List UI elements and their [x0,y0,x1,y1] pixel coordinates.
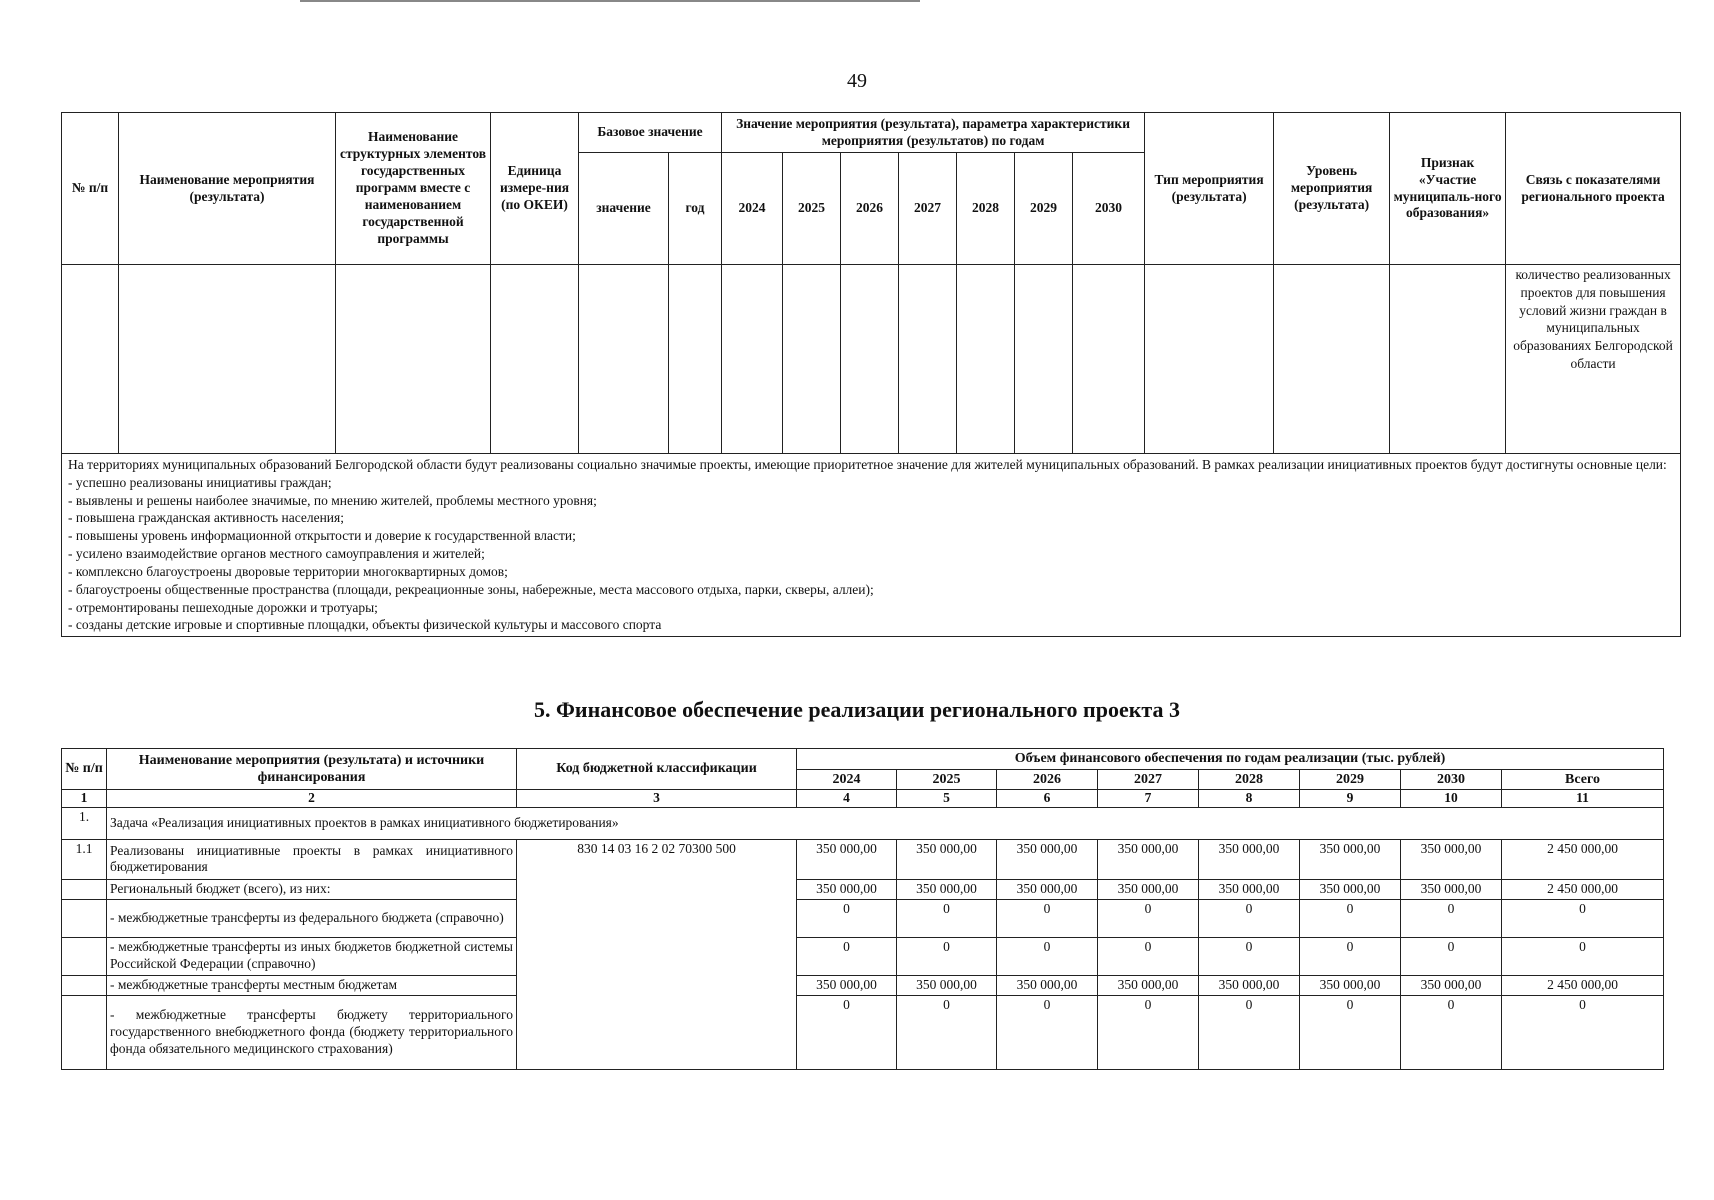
table-row [62,839,1664,879]
row-num [62,937,107,975]
index-cell: 8 [1199,790,1300,808]
index-cell: 7 [1098,790,1199,808]
task-text: Задача «Реализация инициативных проектов в рамках инициативного бюджетирования» [107,807,1664,839]
value-cell: 0 [997,899,1098,937]
task-num: 1. [62,807,107,839]
top-border-line [300,0,920,2]
description-intro: На территориях муниципальных образований Белгородской области будут реализованы социально значимые проекты, имеющие приоритетное значение для жителей муниципальных образований. В рамках реализации инициативных проектов будут достигнуты основные цели: [68,457,1667,472]
header-sign: Признак «Участие муниципаль-ного образования» [1390,113,1506,265]
header-base-value: значение [579,153,669,265]
list-item: - комплексно благоустроены дворовые территории многоквартирных домов; [68,563,508,579]
budget-code: 830 14 03 16 2 02 70300 500 [517,839,797,1069]
value-cell: 350 000,00 [897,975,997,995]
index-cell: 10 [1401,790,1502,808]
value-cell: 0 [897,937,997,975]
row-num [62,879,107,899]
header-year: 2026 [841,153,899,265]
header-volume: Объем финансового обеспечения по годам реализации (тыс. рублей) [797,749,1664,770]
header-values-by-year: Значение мероприятия (результата), параметра характеристики мероприятия (результатов) по годам [722,113,1145,153]
value-cell: 350 000,00 [1300,879,1401,899]
results-table [61,112,1681,637]
header-year: 2030 [1401,769,1502,790]
value-cell: 350 000,00 [1199,839,1300,879]
table-row [62,995,1664,1069]
value-cell: 0 [1199,899,1300,937]
value-cell: 350 000,00 [1199,879,1300,899]
total-cell: 2 450 000,00 [1502,839,1664,879]
index-cell: 11 [1502,790,1664,808]
header-year: 2030 [1073,153,1145,265]
row-name: - межбюджетные трансферты бюджету территориального государственного внебюджетного фонда (бюджету территориального фонда обязательного медицинского страхования) [107,995,517,1069]
value-cell: 0 [1098,995,1199,1069]
list-item: - усилено взаимодействие органов местного самоуправления и жителей; [68,546,485,562]
table-row [62,879,1664,899]
value-cell: 350 000,00 [797,879,897,899]
row-name: Региональный бюджет (всего), из них: [107,879,517,899]
value-cell: 350 000,00 [1300,839,1401,879]
table-row [62,975,1664,995]
list-item: - выявлены и решены наиболее значимые, по мнению жителей, проблемы местного уровня; [68,492,597,508]
index-row [62,790,1664,808]
index-cell: 6 [997,790,1098,808]
header-year: 2029 [1300,769,1401,790]
value-cell: 350 000,00 [1401,879,1502,899]
header-year: 2024 [722,153,783,265]
total-cell: 0 [1502,899,1664,937]
value-cell: 350 000,00 [897,879,997,899]
total-cell: 0 [1502,937,1664,975]
value-cell: 350 000,00 [797,839,897,879]
value-cell: 0 [797,899,897,937]
value-cell: 0 [997,937,1098,975]
value-cell: 350 000,00 [1098,975,1199,995]
header-level: Уровень мероприятия (результата) [1274,113,1390,265]
list-item: - успешно реализованы инициативы граждан; [68,474,332,490]
total-cell: 2 450 000,00 [1502,975,1664,995]
value-cell: 350 000,00 [997,879,1098,899]
financing-table [61,748,1664,1070]
header-year: 2029 [1015,153,1073,265]
table-row [62,899,1664,937]
page-number: 49 [847,70,867,92]
value-cell: 350 000,00 [1098,879,1199,899]
header-name: Наименование мероприятия (результата) [119,113,336,265]
value-cell: 350 000,00 [897,839,997,879]
row-name: - межбюджетные трансферты из иных бюджетов бюджетной системы Российской Федерации (справочно) [107,937,517,975]
header-total: Всего [1502,769,1664,790]
value-cell: 0 [797,937,897,975]
value-cell: 0 [1300,995,1401,1069]
header-name: Наименование мероприятия (результата) и источники финансирования [107,749,517,790]
row-num: 1.1 [62,839,107,879]
value-cell: 0 [1098,937,1199,975]
value-cell: 0 [1199,995,1300,1069]
index-cell: 9 [1300,790,1401,808]
header-base-year: год [669,153,722,265]
row-name: - межбюджетные трансферты из федерального бюджета (справочно) [107,899,517,937]
value-cell: 0 [1300,937,1401,975]
header-structural: Наименование структурных элементов государственных программ вместе с наименованием государственной программы [336,113,491,265]
index-cell: 5 [897,790,997,808]
link-value: количество реализованных проектов для повышения условий жизни граждан в муниципальных образованиях Белгородской области [1506,265,1681,454]
list-item: - благоустроены общественные пространства (площади, рекреационные зоны, набережные, места массового отдыха, парки, скверы, аллеи); [68,581,874,597]
task-row [62,807,1664,839]
header-year: 2027 [899,153,957,265]
total-cell: 2 450 000,00 [1502,879,1664,899]
header-year: 2028 [957,153,1015,265]
index-cell: 1 [62,790,107,808]
value-cell: 0 [897,995,997,1069]
value-cell: 0 [1401,899,1502,937]
total-cell: 0 [1502,995,1664,1069]
value-cell: 350 000,00 [1401,839,1502,879]
header-year: 2025 [783,153,841,265]
row-num [62,899,107,937]
row-num [62,975,107,995]
header-year: 2027 [1098,769,1199,790]
header-year: 2026 [997,769,1098,790]
header-num: № п/п [62,749,107,790]
row-num [62,995,107,1069]
list-item: - повышены уровень информационной открытости и доверие к государственной власти; [68,528,576,544]
value-cell: 0 [1300,899,1401,937]
header-link: Связь с показателями регионального проекта [1506,113,1681,265]
value-cell: 350 000,00 [1401,975,1502,995]
header-year: 2025 [897,769,997,790]
value-cell: 350 000,00 [1098,839,1199,879]
list-item: - повышена гражданская активность населения; [68,510,344,526]
header-year: 2028 [1199,769,1300,790]
header-num: № п/п [62,113,119,265]
value-cell: 350 000,00 [1199,975,1300,995]
value-cell: 0 [897,899,997,937]
list-item: - отремонтированы пешеходные дорожки и тротуары; [68,599,378,615]
section-title: 5. Финансовое обеспечение реализации регионального проекта 3 [534,697,1180,722]
table-row [62,265,1681,454]
row-name: - межбюджетные трансферты местным бюджетам [107,975,517,995]
header-unit: Единица измере-ния (по ОКЕИ) [491,113,579,265]
value-cell: 0 [1401,995,1502,1069]
value-cell: 0 [1098,899,1199,937]
index-cell: 3 [517,790,797,808]
table-row [62,937,1664,975]
header-year: 2024 [797,769,897,790]
index-cell: 2 [107,790,517,808]
value-cell: 0 [1401,937,1502,975]
value-cell: 0 [797,995,897,1069]
value-cell: 350 000,00 [997,839,1098,879]
header-base: Базовое значение [579,113,722,153]
value-cell: 0 [1199,937,1300,975]
value-cell: 350 000,00 [797,975,897,995]
list-item: - созданы детские игровые и спортивные площадки, объекты физической культуры и массового спорта [68,617,662,633]
row-name: Реализованы инициативные проекты в рамках инициативного бюджетирования [107,839,517,879]
description-row [62,454,1681,637]
header-type: Тип мероприятия (результата) [1145,113,1274,265]
value-cell: 0 [997,995,1098,1069]
index-cell: 4 [797,790,897,808]
value-cell: 350 000,00 [1300,975,1401,995]
value-cell: 350 000,00 [997,975,1098,995]
header-code: Код бюджетной классификации [517,749,797,790]
